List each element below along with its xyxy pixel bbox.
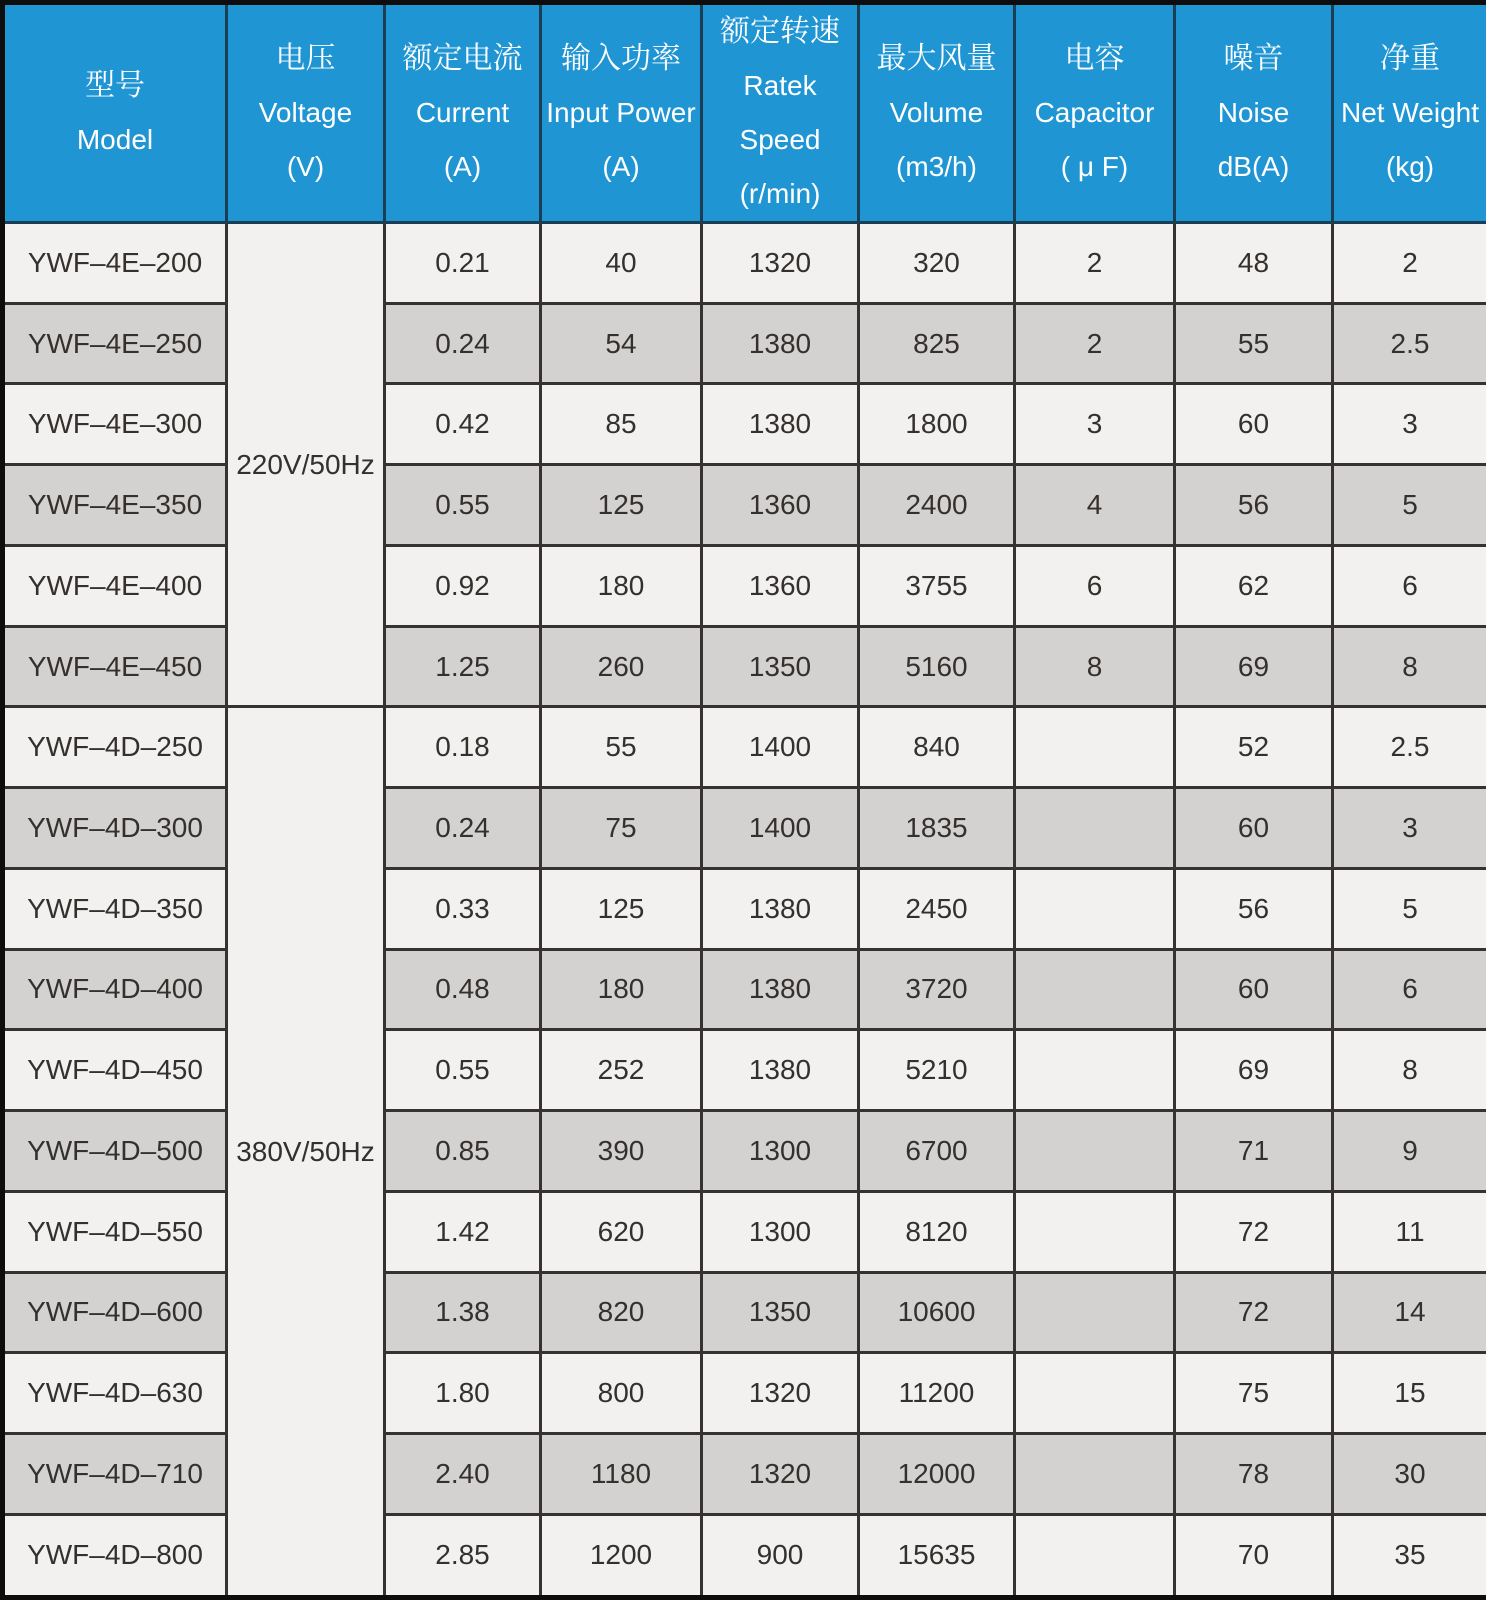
current-cell: 1.80 — [385, 1353, 541, 1434]
rated-speed-cell: 1360 — [702, 465, 859, 546]
noise-cell: 60 — [1175, 384, 1333, 465]
rated-speed-cell: 1320 — [702, 223, 859, 304]
noise-cell: 60 — [1175, 788, 1333, 869]
current-cell: 0.24 — [385, 303, 541, 384]
table-row — [3, 545, 1486, 626]
column-header-current — [385, 3, 541, 223]
header-unit: (kg) — [1385, 151, 1435, 182]
model-cell: YWF–4D–600 — [3, 1272, 227, 1353]
volume-cell: 2450 — [859, 868, 1015, 949]
table-row — [3, 1111, 1486, 1192]
table-body — [3, 223, 1486, 1598]
net-weight-cell: 6 — [1333, 545, 1486, 626]
column-header-noise — [1175, 3, 1333, 223]
table-row — [3, 1272, 1486, 1353]
noise-cell: 71 — [1175, 1111, 1333, 1192]
header-unit: (m3/h) — [896, 151, 977, 182]
net-weight-cell: 8 — [1333, 1030, 1486, 1111]
capacitor-cell: 6 — [1015, 545, 1175, 626]
input-power-cell: 1180 — [541, 1434, 702, 1515]
capacitor-cell — [1015, 1353, 1175, 1434]
table-row — [3, 303, 1486, 384]
capacitor-cell: 2 — [1015, 223, 1175, 304]
model-cell: YWF–4E–200 — [3, 223, 227, 304]
capacitor-cell — [1015, 1030, 1175, 1111]
input-power-cell: 180 — [541, 545, 702, 626]
table-row — [3, 1434, 1486, 1515]
model-cell: YWF–4D–500 — [3, 1111, 227, 1192]
current-cell: 1.38 — [385, 1272, 541, 1353]
rated-speed-cell: 1380 — [702, 1030, 859, 1111]
net-weight-cell: 14 — [1333, 1272, 1486, 1353]
volume-cell: 8120 — [859, 1191, 1015, 1272]
header-label-en: Noise — [1217, 97, 1290, 128]
capacitor-cell — [1015, 1111, 1175, 1192]
header-label-zh: 型号 — [85, 69, 145, 102]
rated-speed-cell: 1400 — [702, 707, 859, 788]
table-row — [3, 788, 1486, 869]
voltage-cell: 220V/50Hz — [227, 223, 385, 707]
header-label-en: Current — [415, 97, 510, 128]
net-weight-cell: 9 — [1333, 1111, 1486, 1192]
table-row — [3, 223, 1486, 304]
rated-speed-cell: 1350 — [702, 1272, 859, 1353]
model-cell: YWF–4D–710 — [3, 1434, 227, 1515]
rated-speed-cell: 900 — [702, 1514, 859, 1597]
volume-cell: 825 — [859, 303, 1015, 384]
input-power-cell: 1200 — [541, 1514, 702, 1597]
model-cell: YWF–4D–630 — [3, 1353, 227, 1434]
noise-cell: 69 — [1175, 626, 1333, 707]
net-weight-cell: 5 — [1333, 868, 1486, 949]
header-label-zh: 额定转速 — [720, 15, 840, 48]
rated-speed-cell: 1300 — [702, 1191, 859, 1272]
header-label-en: Input Power — [546, 97, 696, 128]
net-weight-cell: 2.5 — [1333, 707, 1486, 788]
current-cell: 2.40 — [385, 1434, 541, 1515]
rated-speed-cell: 1400 — [702, 788, 859, 869]
input-power-cell: 54 — [541, 303, 702, 384]
current-cell: 2.85 — [385, 1514, 541, 1597]
rated-speed-cell: 1350 — [702, 626, 859, 707]
model-cell: YWF–4E–300 — [3, 384, 227, 465]
net-weight-cell: 2 — [1333, 223, 1486, 304]
model-cell: YWF–4D–350 — [3, 868, 227, 949]
current-cell: 0.18 — [385, 707, 541, 788]
model-cell: YWF–4E–250 — [3, 303, 227, 384]
column-header-voltage — [227, 3, 385, 223]
noise-cell: 72 — [1175, 1191, 1333, 1272]
volume-cell: 3755 — [859, 545, 1015, 626]
capacitor-cell: 2 — [1015, 303, 1175, 384]
current-cell: 0.24 — [385, 788, 541, 869]
current-cell: 1.42 — [385, 1191, 541, 1272]
model-cell: YWF–4E–400 — [3, 545, 227, 626]
capacitor-cell — [1015, 707, 1175, 788]
capacitor-cell: 4 — [1015, 465, 1175, 546]
input-power-cell: 820 — [541, 1272, 702, 1353]
net-weight-cell: 3 — [1333, 788, 1486, 869]
capacitor-cell — [1015, 1514, 1175, 1597]
input-power-cell: 800 — [541, 1353, 702, 1434]
model-cell: YWF–4D–800 — [3, 1514, 227, 1597]
noise-cell: 56 — [1175, 465, 1333, 546]
current-cell: 0.42 — [385, 384, 541, 465]
table-row — [3, 1191, 1486, 1272]
input-power-cell: 252 — [541, 1030, 702, 1111]
net-weight-cell: 15 — [1333, 1353, 1486, 1434]
volume-cell: 1800 — [859, 384, 1015, 465]
header-label-zh: 最大风量 — [876, 42, 997, 75]
noise-cell: 60 — [1175, 949, 1333, 1030]
header-label-zh: 输入功率 — [561, 42, 681, 75]
capacitor-cell — [1015, 1272, 1175, 1353]
model-cell: YWF–4D–300 — [3, 788, 227, 869]
rated-speed-cell: 1380 — [702, 303, 859, 384]
volume-cell: 5160 — [859, 626, 1015, 707]
noise-cell: 72 — [1175, 1272, 1333, 1353]
model-cell: YWF–4D–450 — [3, 1030, 227, 1111]
noise-cell: 62 — [1175, 545, 1333, 626]
input-power-cell: 390 — [541, 1111, 702, 1192]
header-label-zh: 净重 — [1380, 42, 1440, 75]
header-label-en: Capacitor — [1034, 97, 1155, 128]
volume-cell: 6700 — [859, 1111, 1015, 1192]
volume-cell: 10600 — [859, 1272, 1015, 1353]
noise-cell: 55 — [1175, 303, 1333, 384]
header-label-en: Ratek Speed — [739, 70, 821, 155]
input-power-cell: 40 — [541, 223, 702, 304]
header-unit: dB(A) — [1217, 151, 1290, 182]
current-cell: 0.21 — [385, 223, 541, 304]
rated-speed-cell: 1320 — [702, 1434, 859, 1515]
volume-cell: 2400 — [859, 465, 1015, 546]
header-label-zh: 电容 — [1064, 42, 1125, 75]
input-power-cell: 55 — [541, 707, 702, 788]
capacitor-cell: 8 — [1015, 626, 1175, 707]
capacitor-cell: 3 — [1015, 384, 1175, 465]
model-cell: YWF–4E–450 — [3, 626, 227, 707]
table-row — [3, 1514, 1486, 1597]
noise-cell: 56 — [1175, 868, 1333, 949]
column-header-rated-speed — [702, 3, 859, 223]
rated-speed-cell: 1380 — [702, 949, 859, 1030]
header-unit: ( μ F) — [1060, 151, 1129, 182]
noise-cell: 75 — [1175, 1353, 1333, 1434]
table-row — [3, 465, 1486, 546]
noise-cell: 78 — [1175, 1434, 1333, 1515]
noise-cell: 70 — [1175, 1514, 1333, 1597]
table-row — [3, 868, 1486, 949]
header-unit: (V) — [286, 151, 325, 182]
table-row — [3, 626, 1486, 707]
header-unit: (A) — [443, 151, 482, 182]
voltage-cell: 380V/50Hz — [227, 707, 385, 1598]
header-unit: (A) — [602, 151, 640, 182]
model-cell: YWF–4E–350 — [3, 465, 227, 546]
current-cell: 0.33 — [385, 868, 541, 949]
current-cell: 1.25 — [385, 626, 541, 707]
table-row — [3, 1353, 1486, 1434]
model-cell: YWF–4D–550 — [3, 1191, 227, 1272]
current-cell: 0.55 — [385, 1030, 541, 1111]
header-label-en: Model — [76, 124, 154, 155]
net-weight-cell: 35 — [1333, 1514, 1486, 1597]
rated-speed-cell: 1320 — [702, 1353, 859, 1434]
input-power-cell: 620 — [541, 1191, 702, 1272]
capacitor-cell — [1015, 949, 1175, 1030]
header-unit: (r/min) — [739, 178, 821, 209]
header-label-zh: 电压 — [275, 42, 336, 75]
header-label-zh: 额定电流 — [402, 42, 523, 75]
rated-speed-cell: 1300 — [702, 1111, 859, 1192]
table-header — [3, 3, 1486, 223]
header-label-en: Voltage — [258, 97, 353, 128]
capacitor-cell — [1015, 788, 1175, 869]
input-power-cell: 85 — [541, 384, 702, 465]
column-header-volume — [859, 3, 1015, 223]
capacitor-cell — [1015, 1434, 1175, 1515]
volume-cell: 15635 — [859, 1514, 1015, 1597]
model-cell: YWF–4D–400 — [3, 949, 227, 1030]
input-power-cell: 125 — [541, 465, 702, 546]
input-power-cell: 180 — [541, 949, 702, 1030]
rated-speed-cell: 1380 — [702, 384, 859, 465]
column-header-input-power — [541, 3, 702, 223]
net-weight-cell: 11 — [1333, 1191, 1486, 1272]
input-power-cell: 75 — [541, 788, 702, 869]
current-cell: 0.48 — [385, 949, 541, 1030]
capacitor-cell — [1015, 1191, 1175, 1272]
volume-cell: 5210 — [859, 1030, 1015, 1111]
volume-cell: 3720 — [859, 949, 1015, 1030]
noise-cell: 52 — [1175, 707, 1333, 788]
net-weight-cell: 3 — [1333, 384, 1486, 465]
header-label-en: Net Weight — [1341, 97, 1479, 128]
noise-cell: 69 — [1175, 1030, 1333, 1111]
table-row — [3, 384, 1486, 465]
current-cell: 0.55 — [385, 465, 541, 546]
net-weight-cell: 30 — [1333, 1434, 1486, 1515]
net-weight-cell: 8 — [1333, 626, 1486, 707]
input-power-cell: 125 — [541, 868, 702, 949]
capacitor-cell — [1015, 868, 1175, 949]
input-power-cell: 260 — [541, 626, 702, 707]
net-weight-cell: 6 — [1333, 949, 1486, 1030]
header-label-en: Volume — [889, 97, 984, 128]
model-cell: YWF–4D–250 — [3, 707, 227, 788]
table-row — [3, 949, 1486, 1030]
column-header-capacitor — [1015, 3, 1175, 223]
current-cell: 0.92 — [385, 545, 541, 626]
noise-cell: 48 — [1175, 223, 1333, 304]
header-row — [3, 3, 1486, 223]
volume-cell: 320 — [859, 223, 1015, 304]
table-row — [3, 1030, 1486, 1111]
rated-speed-cell: 1360 — [702, 545, 859, 626]
rated-speed-cell: 1380 — [702, 868, 859, 949]
volume-cell: 1835 — [859, 788, 1015, 869]
column-header-model — [3, 3, 227, 223]
net-weight-cell: 5 — [1333, 465, 1486, 546]
current-cell: 0.85 — [385, 1111, 541, 1192]
column-header-net-weight — [1333, 3, 1486, 223]
header-label-zh: 噪音 — [1223, 42, 1284, 75]
table-row — [3, 707, 1486, 788]
volume-cell: 12000 — [859, 1434, 1015, 1515]
net-weight-cell: 2.5 — [1333, 303, 1486, 384]
volume-cell: 840 — [859, 707, 1015, 788]
volume-cell: 11200 — [859, 1353, 1015, 1434]
